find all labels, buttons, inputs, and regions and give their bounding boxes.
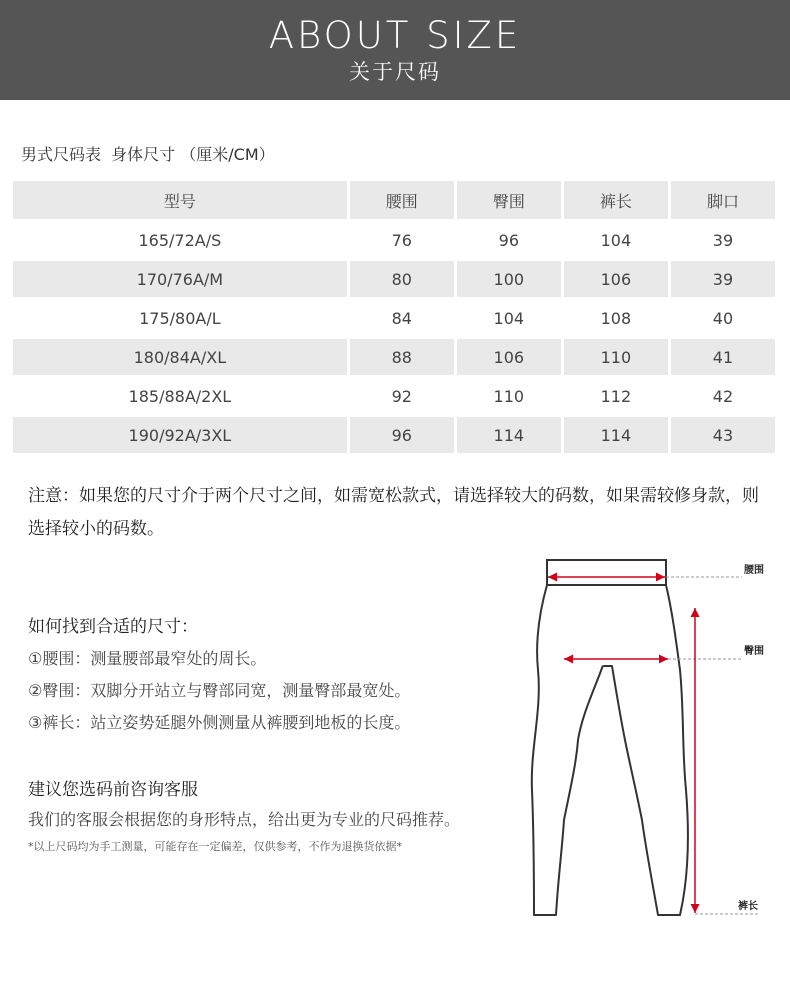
table-row	[13, 261, 775, 297]
table-row	[13, 222, 775, 258]
pants-diagram	[520, 550, 780, 930]
table-cell: 100	[457, 261, 561, 297]
header-title-cn: 关于尺码	[349, 60, 441, 84]
table-cell: 43	[671, 417, 775, 453]
column-header: 脚口	[671, 181, 775, 219]
table-cell: 80	[350, 261, 454, 297]
waistband-shape	[547, 560, 666, 585]
table-row	[13, 339, 775, 375]
table-cell: 175/80A/L	[139, 308, 221, 328]
table-cell: 106	[457, 339, 561, 375]
table-cell: 39	[671, 261, 775, 297]
table-cell: 170/76A/M	[13, 261, 347, 297]
list-item: ③裤长：站立姿势延腿外侧测量从裤腰到地板的长度。	[28, 713, 411, 732]
table-cell: 180/84A/XL	[13, 339, 347, 375]
table-cell: 96	[498, 230, 519, 250]
table-cell: 96	[350, 417, 454, 453]
table-cell: 114	[564, 417, 668, 453]
column-header: 臀围	[457, 181, 561, 219]
column-header: 裤长	[564, 181, 668, 219]
howto-title: 如何找到合适的尺寸：	[28, 617, 198, 637]
hip-label: 臀围	[744, 646, 764, 657]
header-title-en: ABOUT SIZE	[268, 14, 522, 57]
table-cell: 110	[493, 386, 525, 406]
table-cell: 88	[350, 339, 454, 375]
table-cell: 114	[457, 417, 561, 453]
table-cell: 104	[493, 308, 525, 328]
table-row	[13, 378, 775, 414]
table-cell: 110	[564, 339, 668, 375]
size-table-title: 男式尺码表 身体尺寸 （厘米/CM）	[21, 145, 275, 164]
table-cell: 190/92A/3XL	[13, 417, 347, 453]
pants-outline	[532, 585, 688, 915]
table-cell: 92	[391, 386, 412, 406]
waist-label: 腰围	[744, 565, 764, 576]
table-cell: 84	[391, 308, 412, 328]
table-cell: 106	[564, 261, 668, 297]
column-header: 腰围	[350, 181, 454, 219]
column-header: 型号	[13, 181, 347, 219]
list-item: ①腰围：测量腰部最窄处的周长。	[28, 649, 267, 668]
pants-illustration	[520, 550, 780, 930]
table-row	[13, 300, 775, 336]
table-cell: 165/72A/S	[138, 230, 222, 250]
length-label: 裤长	[738, 901, 758, 912]
advice-text: 我们的客服会根据您的身形特点，给出更为专业的尺码推荐。	[28, 810, 461, 829]
table-cell: 40	[712, 308, 734, 328]
table-header-row	[13, 181, 775, 219]
table-cell: 39	[712, 230, 734, 250]
table-cell: 76	[391, 230, 412, 250]
size-table	[10, 178, 778, 456]
table-cell: 41	[671, 339, 775, 375]
howto-list	[28, 643, 410, 739]
table-cell: 185/88A/2XL	[128, 386, 232, 406]
table-cell: 42	[712, 386, 734, 406]
table-row	[13, 417, 775, 453]
table-cell: 112	[600, 386, 632, 406]
advice-title: 建议您选码前咨询客服	[28, 780, 198, 800]
table-cell: 104	[600, 230, 632, 250]
page-header	[0, 0, 790, 100]
size-note: 注意：如果您的尺寸介于两个尺寸之间，如需宽松款式，请选择较大的码数，如果需较修身款，则选择较小的码数。	[28, 486, 759, 539]
list-item: ②臀围：双脚分开站立与臀部同宽，测量臀部最宽处。	[28, 681, 411, 700]
disclaimer: *以上尺码均为手工测量，可能存在一定偏差，仅供参考，不作为退换货依据*	[28, 840, 402, 853]
table-cell: 108	[600, 308, 632, 328]
